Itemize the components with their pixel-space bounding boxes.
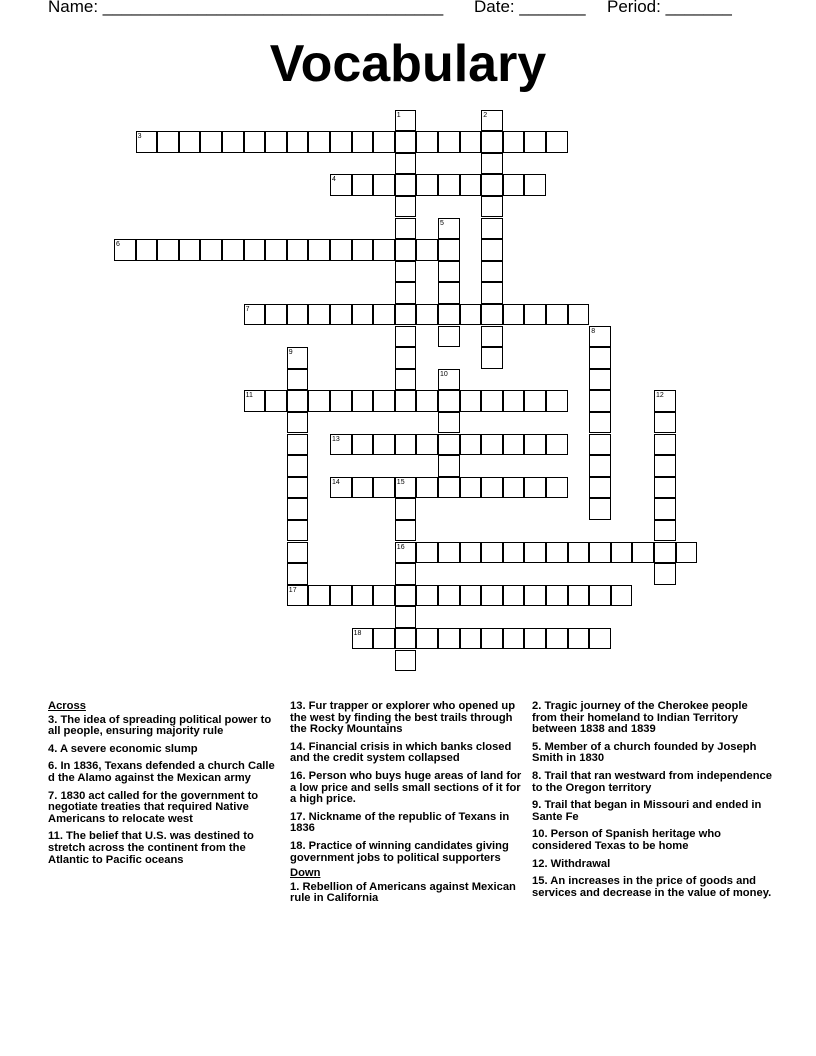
grid-cell[interactable] xyxy=(546,542,568,564)
grid-cell[interactable] xyxy=(438,434,460,456)
clue-item: 18. Practice of winning candidates giving government jobs to political supporters xyxy=(290,839,509,864)
grid-cell[interactable] xyxy=(287,498,309,520)
grid-cell[interactable] xyxy=(395,218,417,240)
clue-item: 12. Withdrawal xyxy=(532,857,611,870)
clue-item: 14. Financial crisis in which banks closed and the credit system collapsed xyxy=(290,740,512,765)
grid-cell[interactable] xyxy=(395,520,417,542)
grid-cell[interactable] xyxy=(330,390,352,412)
grid-cell[interactable] xyxy=(589,390,611,412)
grid-cell[interactable] xyxy=(503,131,525,153)
grid-cell[interactable] xyxy=(179,131,201,153)
grid-cell[interactable] xyxy=(481,304,503,326)
grid-cell[interactable] xyxy=(308,585,330,607)
clue-number: 13 xyxy=(332,435,340,443)
grid-cell[interactable] xyxy=(524,434,546,456)
grid-cell[interactable] xyxy=(524,174,546,196)
grid-cell[interactable] xyxy=(265,239,287,261)
clue-number: 16 xyxy=(396,543,405,551)
grid-cell[interactable] xyxy=(524,477,546,499)
grid-cell[interactable] xyxy=(330,304,352,326)
grid-cell[interactable] xyxy=(416,585,438,607)
grid-cell[interactable] xyxy=(416,304,438,326)
clue-number: 2 xyxy=(483,111,488,119)
grid-cell[interactable] xyxy=(503,304,525,326)
grid-cell[interactable] xyxy=(395,498,417,520)
grid-cell[interactable] xyxy=(524,628,546,650)
clue-number: 10 xyxy=(440,370,448,378)
grid-cell[interactable] xyxy=(352,390,374,412)
grid-cell[interactable] xyxy=(438,390,460,412)
grid-cell[interactable] xyxy=(611,585,633,607)
grid-cell[interactable] xyxy=(438,304,460,326)
grid-cell[interactable] xyxy=(352,174,374,196)
grid-cell[interactable] xyxy=(503,477,525,499)
grid-cell[interactable] xyxy=(395,261,417,283)
clue-number: 7 xyxy=(245,305,250,313)
grid-cell[interactable] xyxy=(438,477,460,499)
grid-cell[interactable] xyxy=(373,628,395,650)
clue-number: 18 xyxy=(353,629,362,637)
clue-item: 17. Nickname of the republic of Texans in 1836 xyxy=(290,810,510,835)
clue-item: 1. Rebellion of Americans against Mexican rule in California xyxy=(290,880,516,905)
grid-cell[interactable] xyxy=(524,390,546,412)
clue-item: 6. In 1836, Texans defended a church Calle d the Alamo against the Mexican army xyxy=(48,760,275,784)
grid-cell[interactable] xyxy=(395,650,417,672)
grid-cell[interactable] xyxy=(438,261,460,283)
grid-cell[interactable] xyxy=(352,239,374,261)
grid-cell[interactable] xyxy=(395,563,417,585)
grid-cell[interactable] xyxy=(481,218,503,240)
grid-cell[interactable] xyxy=(568,542,590,564)
grid-cell[interactable] xyxy=(503,628,525,650)
grid-cell[interactable] xyxy=(265,304,287,326)
grid-cell[interactable] xyxy=(546,477,568,499)
grid-cell[interactable] xyxy=(460,542,482,564)
clue-item: 9. Trail that began in Missouri and ended in Sante Fe xyxy=(532,799,762,823)
grid-cell[interactable] xyxy=(503,585,525,607)
grid-cell[interactable] xyxy=(438,455,460,477)
grid-cell[interactable] xyxy=(589,542,611,564)
grid-cell[interactable] xyxy=(438,174,460,196)
grid-cell[interactable] xyxy=(654,498,676,520)
grid-cell[interactable] xyxy=(481,477,503,499)
clue-item: 15. An increases in the price of goods and services and decrease in the value of money. xyxy=(532,875,772,899)
grid-cell[interactable] xyxy=(395,282,417,304)
clues-column-3 xyxy=(532,701,772,905)
grid-cell[interactable] xyxy=(352,434,374,456)
grid-cell[interactable] xyxy=(481,347,503,369)
grid-cell[interactable] xyxy=(373,131,395,153)
grid-cell[interactable] xyxy=(460,304,482,326)
grid-cell[interactable] xyxy=(460,390,482,412)
grid-cell[interactable] xyxy=(287,239,309,261)
grid-cell[interactable] xyxy=(308,304,330,326)
grid-cell[interactable] xyxy=(287,542,309,564)
grid-cell[interactable] xyxy=(632,542,654,564)
grid-cell[interactable] xyxy=(395,304,417,326)
grid-cell[interactable] xyxy=(416,174,438,196)
grid-cell[interactable] xyxy=(373,477,395,499)
clue-number: 1 xyxy=(396,111,401,119)
grid-cell[interactable] xyxy=(308,390,330,412)
grid-cell[interactable] xyxy=(373,585,395,607)
grid-cell[interactable] xyxy=(481,390,503,412)
grid-cell[interactable] xyxy=(589,434,611,456)
grid-cell[interactable] xyxy=(589,455,611,477)
grid-cell[interactable] xyxy=(308,131,330,153)
clue-item: 5. Member of a church founded by Joseph Smith in 1830 xyxy=(532,740,757,765)
grid-cell[interactable] xyxy=(200,131,222,153)
grid-cell[interactable] xyxy=(611,542,633,564)
grid-cell[interactable] xyxy=(546,434,568,456)
grid-cell[interactable] xyxy=(395,326,417,348)
clue-number: 14 xyxy=(332,478,340,486)
grid-cell[interactable] xyxy=(395,434,417,456)
grid-cell[interactable] xyxy=(568,304,590,326)
grid-cell[interactable] xyxy=(352,304,374,326)
grid-cell[interactable] xyxy=(287,369,309,391)
grid-cell[interactable] xyxy=(287,304,309,326)
grid-cell[interactable] xyxy=(438,239,460,261)
clue-number: 15 xyxy=(396,478,405,486)
grid-cell[interactable] xyxy=(287,477,309,499)
grid-cell[interactable] xyxy=(589,347,611,369)
grid-cell[interactable] xyxy=(546,131,568,153)
grid-cell[interactable] xyxy=(589,628,611,650)
clue-number: 4 xyxy=(332,176,336,184)
grid-cell[interactable] xyxy=(654,520,676,542)
grid-cell[interactable] xyxy=(352,131,374,153)
grid-cell[interactable] xyxy=(438,326,460,348)
grid-cell[interactable] xyxy=(546,390,568,412)
grid-cell[interactable] xyxy=(481,434,503,456)
grid-cell[interactable] xyxy=(136,239,158,261)
grid-cell[interactable] xyxy=(503,390,525,412)
grid-cell[interactable] xyxy=(244,239,266,261)
grid-cell[interactable] xyxy=(460,628,482,650)
grid-cell[interactable] xyxy=(395,196,417,218)
grid-cell[interactable] xyxy=(568,585,590,607)
grid-cell[interactable] xyxy=(481,628,503,650)
grid-cell[interactable] xyxy=(416,239,438,261)
grid-cell[interactable] xyxy=(503,174,525,196)
grid-cell[interactable] xyxy=(395,585,417,607)
clue-item: 16. Person who buys huge areas of land for a low price and sells small sections of it for a high price. xyxy=(290,769,522,806)
grid-cell[interactable] xyxy=(395,606,417,628)
grid-cell[interactable] xyxy=(395,369,417,391)
grid-cell[interactable] xyxy=(654,563,676,585)
grid-cell[interactable] xyxy=(460,174,482,196)
grid-cell[interactable] xyxy=(589,412,611,434)
grid-cell[interactable] xyxy=(352,585,374,607)
grid-cell[interactable] xyxy=(589,498,611,520)
grid-cell[interactable] xyxy=(481,239,503,261)
grid-cell[interactable] xyxy=(438,131,460,153)
grid-cell[interactable] xyxy=(524,304,546,326)
clue-item: 11. The belief that U.S. was destined to stretch across the continent from the Atlantic to Pacific oceans xyxy=(48,830,254,866)
grid-cell[interactable] xyxy=(460,585,482,607)
grid-cell[interactable] xyxy=(287,412,309,434)
grid-cell[interactable] xyxy=(157,239,179,261)
grid-cell[interactable] xyxy=(330,131,352,153)
grid-cell[interactable] xyxy=(503,542,525,564)
grid-cell[interactable] xyxy=(481,174,503,196)
grid-cell[interactable] xyxy=(481,196,503,218)
grid-cell[interactable] xyxy=(373,434,395,456)
grid-cell[interactable] xyxy=(460,131,482,153)
clue-item: 4. A severe economic slump xyxy=(48,742,198,755)
grid-cell[interactable] xyxy=(352,477,374,499)
clue-item: 3. The idea of spreading political power to all people, ensuring majority rule xyxy=(48,713,272,738)
grid-cell[interactable] xyxy=(222,239,244,261)
clue-item: 10. Person of Spanish heritage who considered Texas to be home xyxy=(532,828,721,852)
grid-cell[interactable] xyxy=(589,477,611,499)
date-field[interactable]: Date: _______ xyxy=(474,0,586,16)
grid-cell[interactable] xyxy=(373,304,395,326)
across-heading: Across xyxy=(48,700,86,712)
grid-cell[interactable] xyxy=(416,542,438,564)
grid-cell[interactable] xyxy=(395,153,417,175)
grid-cell[interactable] xyxy=(438,282,460,304)
grid-cell[interactable] xyxy=(373,390,395,412)
clue-number: 12 xyxy=(656,392,664,400)
grid-cell[interactable] xyxy=(546,304,568,326)
grid-cell[interactable] xyxy=(503,434,525,456)
grid-cell[interactable] xyxy=(481,542,503,564)
grid-cell[interactable] xyxy=(395,174,417,196)
grid-cell[interactable] xyxy=(287,520,309,542)
grid-cell[interactable] xyxy=(222,131,244,153)
name-field[interactable]: Name: ____________________________________ xyxy=(48,0,444,16)
grid-cell[interactable] xyxy=(524,542,546,564)
grid-cell[interactable] xyxy=(676,542,698,564)
grid-cell[interactable] xyxy=(589,369,611,391)
grid-cell[interactable] xyxy=(395,347,417,369)
grid-cell[interactable] xyxy=(524,585,546,607)
grid-cell[interactable] xyxy=(287,390,309,412)
grid-cell[interactable] xyxy=(416,434,438,456)
grid-cell[interactable] xyxy=(416,628,438,650)
clue-number: 11 xyxy=(245,392,253,400)
clue-number: 3 xyxy=(137,133,142,141)
grid-cell[interactable] xyxy=(438,412,460,434)
clue-item: 8. Trail that ran westward from independence to the Oregon territory xyxy=(532,769,772,794)
clue-item: 2. Tragic journey of the Cherokee people from their homeland to Indian Territory between 1838 and 1839 xyxy=(532,700,748,736)
grid-cell[interactable] xyxy=(654,434,676,456)
grid-cell[interactable] xyxy=(589,585,611,607)
grid-cell[interactable] xyxy=(524,131,546,153)
clue-number: 6 xyxy=(116,241,120,249)
clue-number: 8 xyxy=(591,327,596,335)
grid-cell[interactable] xyxy=(395,131,417,153)
grid-cell[interactable] xyxy=(438,628,460,650)
grid-cell[interactable] xyxy=(287,131,309,153)
grid-cell[interactable] xyxy=(654,455,676,477)
grid-cell[interactable] xyxy=(373,239,395,261)
grid-cell[interactable] xyxy=(481,131,503,153)
grid-cell[interactable] xyxy=(481,326,503,348)
grid-cell[interactable] xyxy=(438,585,460,607)
clue-number: 5 xyxy=(440,219,444,227)
grid-cell[interactable] xyxy=(308,239,330,261)
grid-cell[interactable] xyxy=(460,477,482,499)
grid-cell[interactable] xyxy=(546,585,568,607)
grid-cell[interactable] xyxy=(265,131,287,153)
grid-cell[interactable] xyxy=(460,434,482,456)
grid-cell[interactable] xyxy=(244,131,266,153)
period-field[interactable]: Period: _______ xyxy=(607,0,732,16)
grid-cell[interactable] xyxy=(287,434,309,456)
grid-cell[interactable] xyxy=(395,628,417,650)
down-heading: Down xyxy=(290,867,321,880)
clue-item: 7. 1830 act called for the government to negotiate treaties that required Native Americans to relocate west xyxy=(48,789,259,825)
grid-cell[interactable] xyxy=(438,542,460,564)
clue-number: 17 xyxy=(288,586,297,594)
grid-cell[interactable] xyxy=(416,477,438,499)
grid-cell[interactable] xyxy=(287,455,309,477)
clues-column-1 xyxy=(48,701,276,872)
grid-cell[interactable] xyxy=(416,390,438,412)
grid-cell[interactable] xyxy=(481,585,503,607)
page-title: Vocabulary xyxy=(269,35,547,93)
grid-cell[interactable] xyxy=(179,239,201,261)
grid-cell[interactable] xyxy=(157,131,179,153)
clues-column-2 xyxy=(290,701,522,911)
grid-cell[interactable] xyxy=(546,628,568,650)
clue-number: 9 xyxy=(288,349,293,357)
grid-cell[interactable] xyxy=(287,563,309,585)
grid-cell[interactable] xyxy=(330,585,352,607)
grid-cell[interactable] xyxy=(373,174,395,196)
grid-cell[interactable] xyxy=(416,131,438,153)
grid-cell[interactable] xyxy=(654,477,676,499)
clue-item: 13. Fur trapper or explorer who opened up the west by finding the best trails through the Rocky Mountains xyxy=(290,700,516,736)
grid-cell[interactable] xyxy=(568,628,590,650)
grid-cell[interactable] xyxy=(395,390,417,412)
grid-cell[interactable] xyxy=(481,282,503,304)
grid-cell[interactable] xyxy=(481,261,503,283)
grid-cell[interactable] xyxy=(395,239,417,261)
grid-cell[interactable] xyxy=(481,153,503,175)
grid-cell[interactable] xyxy=(654,412,676,434)
grid-cell[interactable] xyxy=(330,239,352,261)
grid-cell[interactable] xyxy=(654,542,676,564)
grid-cell[interactable] xyxy=(265,390,287,412)
grid-cell[interactable] xyxy=(200,239,222,261)
